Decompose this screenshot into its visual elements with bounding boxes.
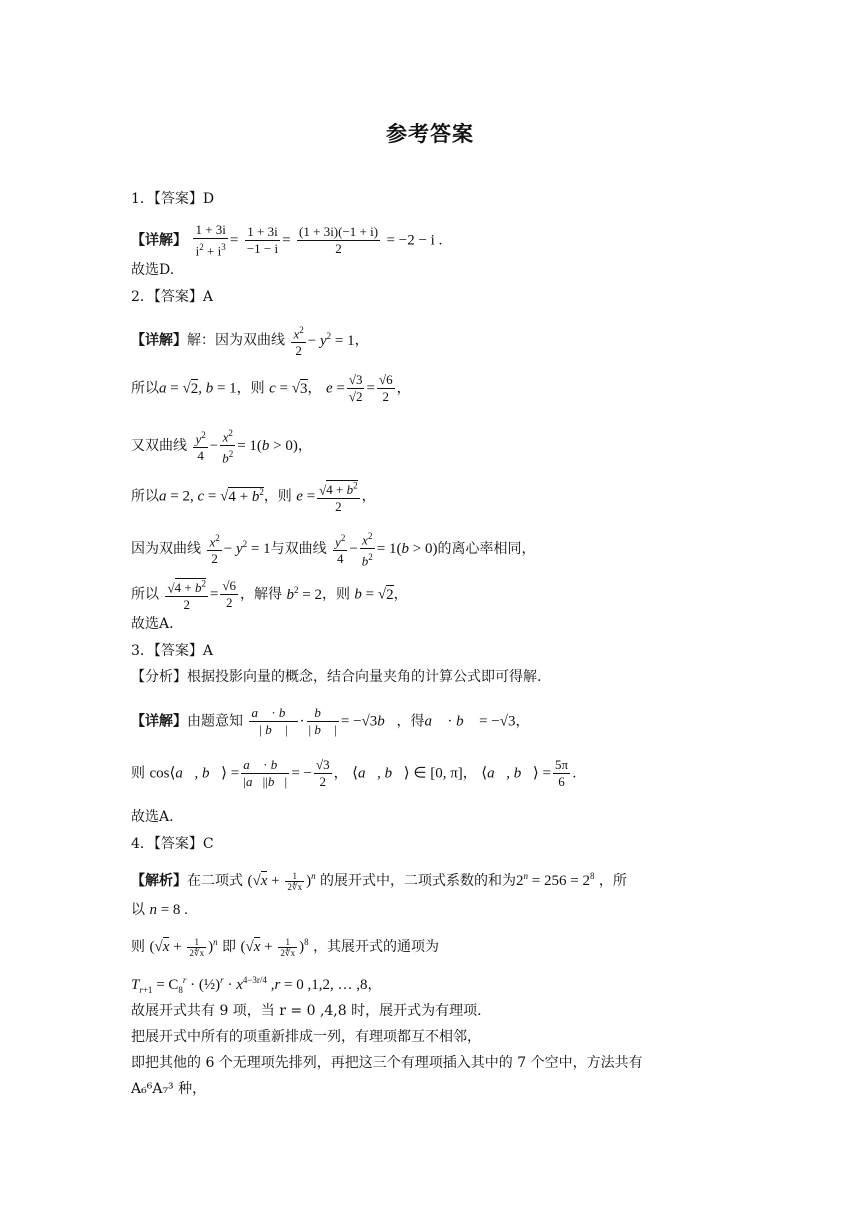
q4-text1c: ，所 bbox=[598, 873, 627, 889]
q2-frac-xb: $\frac{x^2}{b^2}$ bbox=[220, 425, 235, 467]
q2-detail-line2: 所以a = √2, b = 1，则 c = √3， e = $\frac{√3}{√2}$ = $\frac{√6}{2}$ ， bbox=[131, 372, 411, 404]
q3-detail-tag: 【详解】 bbox=[131, 713, 187, 730]
q4-detail-tag: 【解析】 bbox=[131, 873, 187, 889]
q3-text1: 由题意知 bbox=[187, 713, 243, 730]
q2-text6b: ，解得 bbox=[240, 586, 283, 603]
q2-detail-line4: 所以a = 2, $c = √4 + b^2$，则 e = $\frac{√4 + b^2}{2}$ ， bbox=[131, 478, 376, 515]
q3-answer: 3．【答案】A bbox=[131, 643, 214, 659]
q1-detail-tag: 【详解】 bbox=[131, 232, 187, 249]
q3-text2: 则 bbox=[131, 765, 145, 782]
page-title: 参考答案 bbox=[386, 122, 474, 146]
q2-text5b: 与双曲线 bbox=[270, 540, 327, 557]
q3-frac-ab: $\frac{a⃗ \cdot b⃗}{| b⃗ |}$ bbox=[251, 705, 296, 737]
q2-text4b: ，则 bbox=[263, 488, 292, 505]
q2-frac-e: $\frac{√6}{2}$ bbox=[222, 578, 237, 611]
q4-text3b: 即 bbox=[222, 939, 237, 955]
q4-detail-line5: 故展开式共有 9 项，当 r = 0 ,4,8 时，展开式为有理项. bbox=[131, 1003, 482, 1019]
q2-frac-a: $\frac{x^2}{2}$ bbox=[207, 530, 221, 567]
q1-conclusion: 故选D. bbox=[131, 262, 175, 278]
q3-text1b: ，得 bbox=[396, 713, 425, 730]
q2-conclusion: 故选A. bbox=[131, 616, 174, 632]
q4-text3a: 则 bbox=[131, 939, 145, 955]
q1-detail: 【详解】 $\frac{1 + 3i}{i^2 + i^3}$ = $\frac{1 + 3i}{-1 - i}$ = $\frac{(1 + 3i)(-1 + i)}{2}$ = −2 − i . bbox=[131, 222, 443, 259]
q2-frac-b: $\frac{y^2}{4}$ bbox=[333, 530, 347, 567]
q2-frac-e2: $\frac{√6}{2}$ bbox=[378, 372, 393, 404]
q2-text1: 解：因为双曲线 bbox=[187, 332, 285, 349]
q2-text5c: 的离心率相同， bbox=[437, 540, 536, 557]
q2-text4a: 所以 bbox=[131, 488, 159, 505]
q4-text2: 以 bbox=[131, 902, 145, 918]
q4-detail-line7: 即把其他的 6 个无理项先排列，再把这三个有理项插入其中的 7 个空中，方法共有 bbox=[131, 1055, 643, 1071]
q4-detail-line4: $T_{r+1} = C_8^r$ · (½)$^r$ · $x^{4-3r/4}$ ,r = 0 ,1,2, … ,8， bbox=[131, 975, 382, 995]
q2-detail-line5: 因为双曲线 $\frac{x^2}{2}$ − $y^2 = 1$与双曲线 $\frac{y^2}{4}$ − $\frac{x^2}{b^2}$ = 1(b > 0)的离心率相同， bbox=[131, 528, 535, 570]
q2-detail-line3: 又双曲线 $\frac{y^2}{4}$ − $\frac{x^2}{b^2}$ = 1(b > 0)， bbox=[131, 425, 312, 467]
q2-text2b: ，则 bbox=[236, 380, 265, 397]
q2-detail-tag: 【详解】 bbox=[131, 332, 187, 349]
q2-text3: 又双曲线 bbox=[131, 437, 187, 454]
q2-text6c: ，则 bbox=[321, 586, 350, 603]
q4-detail-line6: 把展开式中所有的项重新排成一列，有理项都互不相邻， bbox=[131, 1029, 481, 1045]
q4-answer: 4．【答案】C bbox=[131, 836, 214, 852]
q4-detail-line8: A₆⁶A₇³ 种， bbox=[131, 1081, 207, 1097]
q2-text6a: 所以 bbox=[131, 586, 159, 603]
q2-answer: 2．【答案】A bbox=[131, 289, 214, 305]
q2-frac-x2: $\frac{x^2}{2}$ bbox=[291, 322, 305, 359]
q2-frac-c: $\frac{x^2}{b^2}$ bbox=[360, 528, 375, 570]
q1-frac1: $\frac{1 + 3i}{i^2 + i^3}$ bbox=[195, 222, 226, 259]
q4-text1b: 的展开式中，二项式系数的和为 bbox=[320, 873, 517, 889]
q3-detail-line2: 则 cos⟨a⃗, b⃗⟩ = $\frac{a⃗ \cdot b⃗}{|a⃗||b⃗|}$ = − $\frac{√3}{2}$ ， ⟨a⃗, b⃗⟩ ∈ [0, π]， ⟨a⃗, b⃗⟩ = $\frac{5\pi}{6}$ . bbox=[131, 757, 577, 789]
q3-frac-5pi: $\frac{5\pi}{6}$ bbox=[554, 757, 569, 789]
q3-frac-b: $\frac{b⃗}{| b⃗ |}$ bbox=[308, 705, 337, 737]
q3-frac-cos: $\frac{a⃗ \cdot b⃗}{|a⃗||b⃗|}$ bbox=[243, 757, 288, 789]
q4-detail-line1: 【解析】在二项式 (√x + $\frac{1}{2∜x}$ )$^n$ 的展开式中，二项式系数的和为$2^n = 256 = 2^8$ ，所 bbox=[131, 871, 627, 893]
q2-detail-line6: 所以 $\frac{√4 + b^2}{2}$ = $\frac{√6}{2}$ ，解得 $b^2 = 2$，则 b = √2， bbox=[131, 576, 408, 613]
q3-frac-r3: $\frac{√3}{2}$ bbox=[315, 757, 330, 789]
q2-frac-d: $\frac{√4 + b^2}{2}$ bbox=[165, 576, 207, 613]
q4-text3c: ，其展开式的通项为 bbox=[313, 939, 440, 955]
q3-analysis: 【分析】根据投影向量的概念，结合向量夹角的计算公式即可得解. bbox=[131, 669, 542, 685]
q2-detail-line1: 【详解】解：因为双曲线 $\frac{x^2}{2}$ − $y^2 = 1$， bbox=[131, 322, 369, 359]
q3-detail-line1: 【详解】由题意知 $\frac{a⃗ \cdot b⃗}{| b⃗ |}$ · $\frac{b⃗}{| b⃗ |}$ = −√3b⃗，得a⃗ · b⃗ = −√3， bbox=[131, 705, 530, 737]
q2-text5a: 因为双曲线 bbox=[131, 540, 201, 557]
q3-conclusion: 故选A. bbox=[131, 809, 174, 825]
q1-frac3: $\frac{(1 + 3i)(-1 + i)}{2}$ bbox=[299, 224, 379, 257]
q1-answer: 1．【答案】D bbox=[131, 191, 215, 207]
q4-detail-line3: 则 (√x + $\frac{1}{2∜x}$ )$^n$ 即 (√x + $\frac{1}{2∜x}$ )$^8$ ，其展开式的通项为 bbox=[131, 937, 440, 959]
q2-frac-e1: $\frac{√3}{√2}$ bbox=[348, 372, 363, 404]
q1-result: = −2 − i . bbox=[386, 232, 443, 249]
q4-detail-line2: 以 n = 8 . bbox=[131, 902, 188, 918]
q1-frac2: $\frac{1 + 3i}{-1 - i}$ bbox=[246, 224, 279, 257]
q2-frac-y2: $\frac{y^2}{4}$ bbox=[193, 427, 207, 464]
q2-text2a: 所以 bbox=[131, 380, 159, 397]
q2-frac-e3: $\frac{√4 + b^2}{2}$ bbox=[317, 478, 359, 515]
q4-text1a: 在二项式 bbox=[187, 873, 243, 889]
